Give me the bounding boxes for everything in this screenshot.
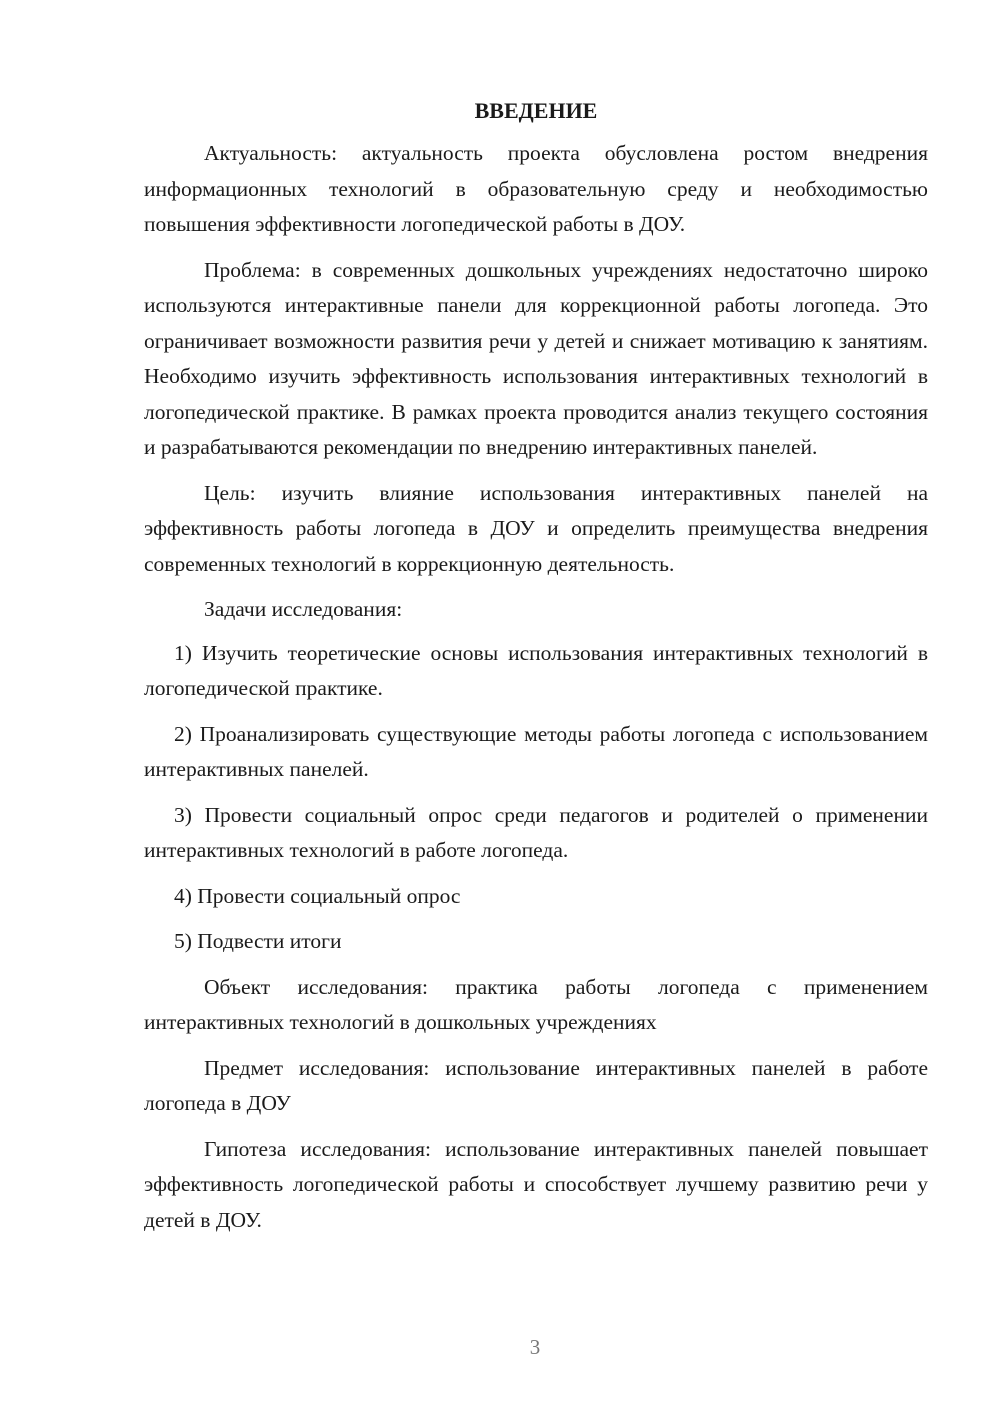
- goal-paragraph: Цель: изучить влияние использования интерактивных панелей на эффективность работы логопеда в ДОУ и определить преимущества внедрения современных технологий в коррекционную деятельность.: [144, 480, 928, 576]
- object-paragraph: Объект исследования: практика работы логопеда с применением интерактивных технологий в дошкольных учреждениях: [144, 974, 928, 1034]
- section-heading: ВВЕДЕНИЕ: [474, 98, 598, 123]
- page-number: 3: [529, 1335, 541, 1359]
- relevance-paragraph: Актуальность: актуальность проекта обусловлена ростом внедрения информационных технологий в образовательную среду и необходимостью повышения эффективности логопедической работы в ДОУ.: [144, 141, 928, 236]
- task-item-1: 1) Изучить теоретические основы использования интерактивных технологий в логопедической практике.: [144, 640, 928, 700]
- hypothesis-paragraph: Гипотеза исследования: использование интерактивных панелей повышает эффективность логопедической работы и способствует лучшему развитию речи у детей в ДОУ.: [144, 1136, 928, 1232]
- task-item-3: 3) Провести социальный опрос среди педагогов и родителей о применении интерактивных технологий в работе логопеда.: [144, 802, 928, 862]
- task-item-4: 4) Провести социальный опрос: [174, 883, 461, 908]
- tasks-title: Задачи исследования:: [204, 597, 403, 621]
- task-item-5: 5) Подвести итоги: [174, 929, 342, 953]
- subject-paragraph: Предмет исследования: использование интерактивных панелей в работе логопеда в ДОУ: [144, 1055, 928, 1115]
- problem-paragraph: Проблема: в современных дошкольных учреждениях недостаточно широко используются интерактивные панели для коррекционной работы логопеда. Это ограничивает возможности развития речи у детей и снижает мотивацию к занятиям. Необходимо изучить эффективность использования интерактивных технологий в логопедической практике. В рамках проекта проводится анализ текущего состояния и разрабатываются рекомендации по внедрению интерактивных панелей.: [144, 257, 928, 459]
- task-item-2: 2) Проанализировать существующие методы работы логопеда с использованием интерактивных панелей.: [144, 721, 928, 781]
- document-page: [144, 94, 928, 1344]
